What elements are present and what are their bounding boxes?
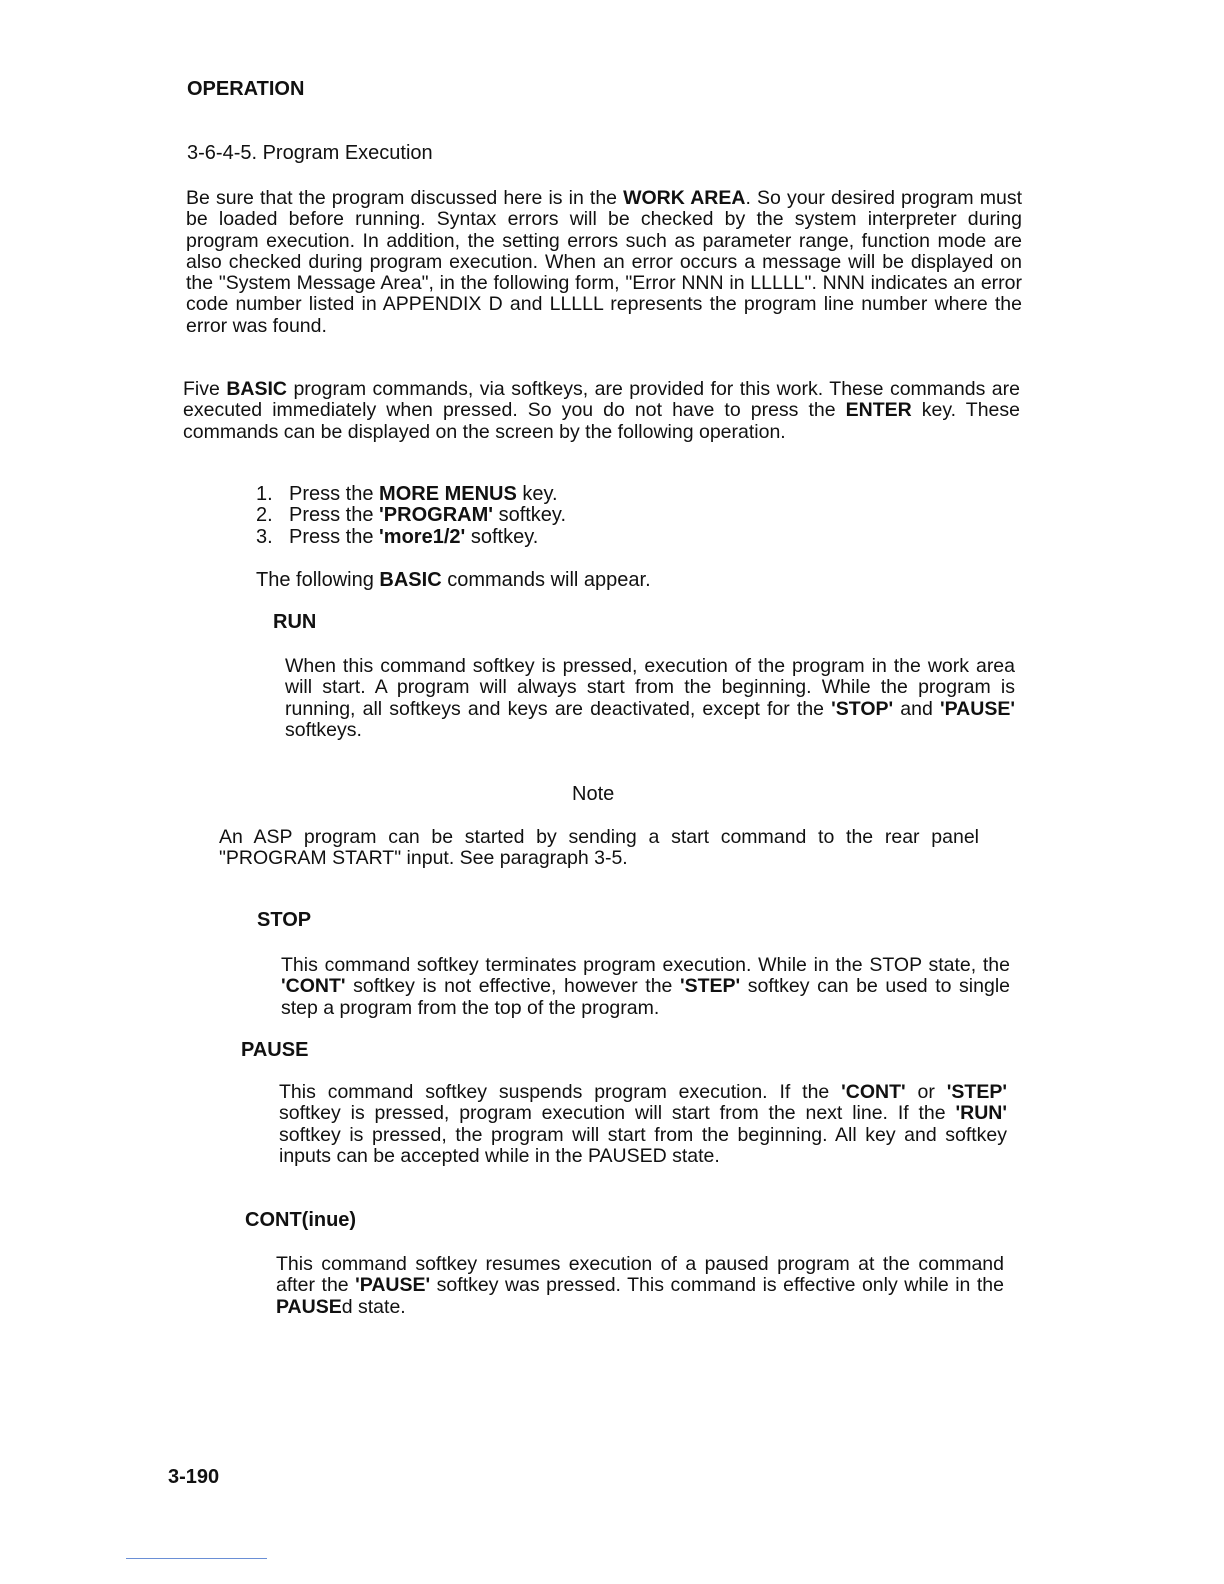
page-number: 3-190: [168, 1466, 220, 1488]
pause-description: This command softkey suspends program execution. If the 'CONT' or 'STEP' softkey is pressed, program execution will start from the next line. If the 'RUN' softkey is pressed, the program will start from the beginning. All key and softkey inputs can be accepted while in the PAUSED state.: [279, 1081, 1007, 1167]
pause-heading: PAUSE: [241, 1039, 309, 1061]
note-heading: Note: [572, 783, 615, 805]
scan-artifact-line: [126, 1558, 267, 1559]
stop-description: This command softkey terminates program execution. While in the STOP state, the 'CONT' softkey is not effective, however the 'STEP' softkey can be used to single step a program from the top of the program.: [281, 954, 1010, 1019]
list-item: 3. Press the 'more1/2' softkey.: [256, 525, 539, 548]
run-description: When this command softkey is pressed, execution of the program in the work area will start. A program will always start from the beginning. While the program is running, all softkeys and keys are deactivated, except for the 'STOP' and 'PAUSE' softkeys.: [285, 655, 1015, 741]
steps-list: [256, 484, 566, 548]
cont-description: This command softkey resumes execution of a paused program at the command after the 'PAUSE' softkey was pressed. This command is effective only while in the PAUSEd state.: [276, 1253, 1004, 1318]
note-text: An ASP program can be started by sending a start command to the rear panel "PROGRAM START" input. See paragraph 3-5.: [219, 826, 979, 870]
page-header: OPERATION: [187, 78, 305, 100]
run-heading: RUN: [273, 611, 317, 633]
following-line: The following BASIC commands will appear.: [256, 569, 651, 591]
intro-paragraph: Be sure that the program discussed here is in the WORK AREA. So your desired program must be loaded before running. Syntax errors will be checked by the system interpreter during program execution. In addition, the setting errors such as parameter range, function mode are also checked during program execution. When an error occurs a message will be displayed on the "System Message Area", in the following form, "Error NNN in LLLLL". NNN indicates an error code number listed in APPENDIX D and LLLLL represents the program line number where the error was found.: [186, 187, 1022, 337]
stop-heading: STOP: [257, 909, 312, 931]
section-title: 3-6-4-5. Program Execution: [187, 142, 433, 164]
list-item: 1. Press the MORE MENUS key.: [256, 483, 558, 505]
basic-commands-paragraph: Five BASIC program commands, via softkeys, are provided for this work. These commands are executed immediately when pressed. So you do not have to press the ENTER key. These commands can be displayed on the screen by the following operation.: [183, 378, 1020, 443]
cont-heading: CONT(inue): [245, 1209, 357, 1231]
list-item: 2. Press the 'PROGRAM' softkey.: [256, 504, 567, 527]
